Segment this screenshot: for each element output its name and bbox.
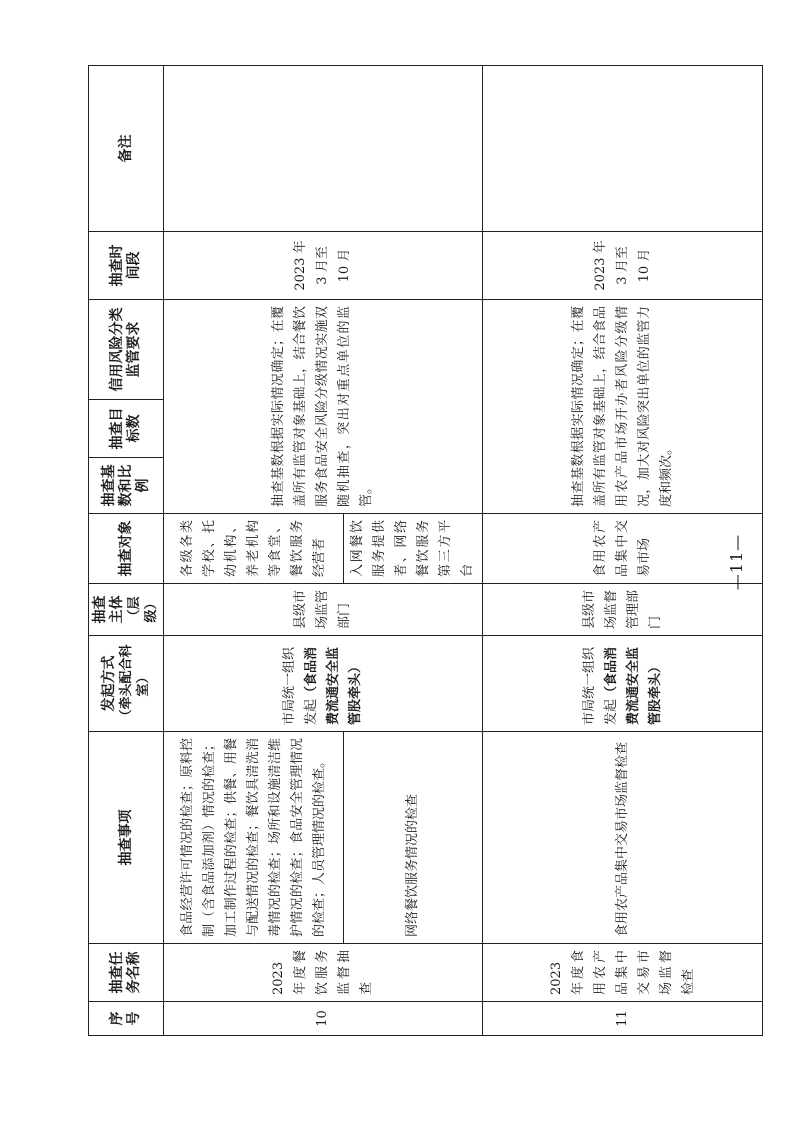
table-row	[483, 66, 763, 1036]
row11-remark	[483, 66, 763, 232]
header-target-count: 抽查目标数	[89, 400, 164, 458]
row11-period: 2023 年 3 月至 10 月	[483, 232, 763, 300]
row10-subject: 县级市场监管部门	[164, 584, 483, 636]
header-ratio: 抽查基数和比例	[89, 458, 164, 514]
inspection-table	[88, 65, 763, 1036]
row10-item-2: 网络餐饮服务情况的检查	[344, 732, 483, 944]
row10-ratio-credit: 抽查基数根据实际情况确定；在覆盖所有监管对象基础上，结合餐饮服务食品安全风险分级情况实施双随机抽查，突出对重点单位的监管。	[164, 300, 483, 514]
row10-seq: 10	[164, 1002, 483, 1036]
row11-target: 食用农产品集中交易市场	[483, 514, 763, 584]
header-period: 抽查时间段	[89, 232, 164, 300]
table-row	[164, 66, 344, 1036]
row11-method-plain: 市局统一组织发起	[581, 646, 619, 725]
row11-seq: 11	[483, 1002, 763, 1036]
row10-remark	[164, 66, 483, 232]
row11-task-name: 2023 年度食用农产品集中交易市场监督检查	[483, 944, 763, 1002]
header-row	[89, 66, 164, 1036]
header-credit: 信用风险分类监管要求	[89, 300, 164, 400]
row10-task-name: 2023 年度餐饮服务监督抽查	[164, 944, 483, 1002]
header-target: 抽查对象	[89, 514, 164, 584]
row10-method	[164, 636, 483, 732]
row11-method-bold: （食品消费流通安全监管股牵头）	[603, 646, 663, 725]
header-subject	[89, 584, 164, 636]
row10-method-bold: （食品消费流通安全监管股牵头）	[304, 646, 363, 725]
row11-item: 食用农产品集中交易市场监督检查	[483, 732, 763, 944]
header-method-main: 发起方式	[100, 655, 117, 712]
row11-ratio-credit: 抽查基数根据实际情况确定；在覆盖所有监管对象基础上，结合食品用农产品市场开办者风险分级情况，加大对风险突出单位的监管力度和频次。	[483, 300, 763, 514]
header-seq: 序号	[89, 1002, 164, 1036]
header-item: 抽查事项	[89, 732, 164, 944]
header-task-name: 抽查任务名称	[89, 944, 164, 1002]
row10-target-2: 入网餐饮服务提供者、网络餐饮服务第三方平台	[344, 514, 483, 584]
row10-method-plain: 市局统一组织发起	[282, 646, 319, 725]
header-subject-main: 抽查主体	[92, 595, 125, 624]
header-remark: 备注	[89, 66, 164, 232]
row10-item-1: 食品经营许可情况的检查；原料控制（含食品添加剂）情况的检查；加工制作过程的检查；供餐、用餐与配送情况的检查；餐饮具清洗消毒情况的检查；场所和设施清洁维护情况的检查；食品安全管理情况的检查；人员管理情况的检查。	[164, 732, 344, 944]
page-number: —11—	[727, 533, 746, 591]
row11-method	[483, 636, 763, 732]
header-method-sub: （牵头配合科室）	[118, 644, 151, 723]
header-method	[89, 636, 164, 732]
row11-subject: 县级市场监督管理部门	[483, 584, 763, 636]
row10-period: 2023 年 3 月至 10 月	[164, 232, 483, 300]
row10-target-1: 各级各类学校、托幼机构、养老机构等食堂、餐饮服务经营者	[164, 514, 344, 584]
header-subject-sub: （层级）	[127, 596, 159, 623]
